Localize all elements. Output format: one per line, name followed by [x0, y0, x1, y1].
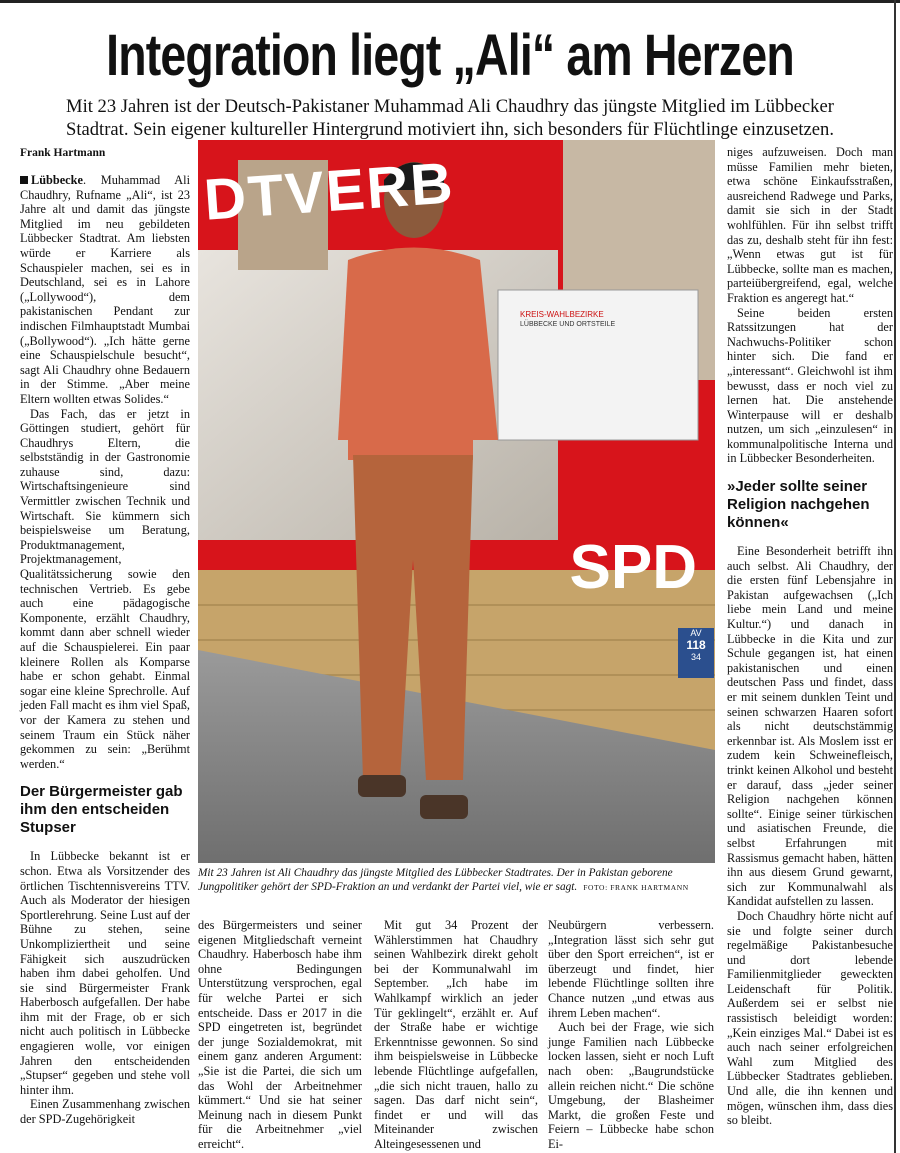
article-photo — [198, 140, 715, 863]
street-sign-line: AV — [690, 628, 702, 638]
square-bullet-icon — [20, 176, 28, 184]
column-4 — [548, 918, 714, 1152]
right-rule — [894, 0, 896, 1153]
photo-illustration — [198, 140, 715, 863]
paragraph: niges aufzuweisen. Doch man müsse Familien mehr bieten, etwa schöne Einkaufsstraßen, ausreichend Radwege und Parks, damit sie sich in der Stadt wohlfühlen. Für ihn selbst trifft das zu, deshalb steht für ihn fest: „Wenn etwas gut ist für Lübbecke, sollte man es machen, parteiübergreifend, egal, welche Fraktion es angeregt hat.“ — [727, 145, 893, 305]
paragraph: Auch bei der Frage, wie sich junge Familien nach Lübbecke locken lassen, sieht er noch Luft nach oben: „Baugrundstücke allein reichen nicht.“ Die schöne Umgebung, der Blasheimer Markt, die großen Feste und Feiern – Lübbecke habe schon Ei- — [548, 1020, 714, 1151]
photo-caption — [198, 866, 715, 895]
column-5 — [727, 145, 893, 1128]
paragraph: Einen Zusammenhang zwischen der SPD-Zugehörigkeit — [20, 1097, 190, 1127]
column-3 — [374, 918, 538, 1152]
subhead-line-2: Stadtrat. Sein eigener kultureller Hintergrund motiviert ihn, sich besonders für Flüchtlinge einzusetzen. — [66, 119, 834, 140]
paragraph — [20, 173, 190, 407]
poster-subtitle: LÜBBECKE UND ORTSTEILE — [520, 321, 616, 328]
article-headline: Integration liegt „Ali“ am Herzen — [106, 23, 794, 88]
paragraph: Seine beiden ersten Ratssitzungen hat der Nachwuchs-Politiker schon hinter sich. Die fand er „interessant“. Gleichwohl ist ihm bewusst, dass er noch viel zu lernen hat. Die anstehende Winterpause will er deshalb nutzen, um sich „einzulesen“ in kommunalpolitische Interna und in Lübbecker Besonderheiten. — [727, 305, 893, 466]
paragraph: In Lübbecke bekannt ist er schon. Etwa als Vorsitzender des örtlichen Tischtennisvereins TTV. Auch als Moderator der hiesigen Sportlerehrung. Seine Lust auf der Bühne zu stehen, seine Unkompliziertheit und seine Fähigkeit sich auszudrücken haben ihm dabei geholfen. Und sie sind Bürgermeister Frank Haberbosch aufgefallen. Der habe ihm mit der Frage, ob er sich nicht auch politisch in Lübbecke engagieren wolle, vor einigen Jahren den entscheidenden „Stupser“ gegeben und stehe voll hinter ihm. — [20, 849, 190, 1097]
street-sign-line: 34 — [690, 652, 701, 662]
photo-credit: FOTO: FRANK HARTMANN — [583, 883, 689, 892]
paragraph: Mit gut 34 Prozent der Wählerstimmen hat Chaudhry seinen Wahlbezirk direkt geholt bei der Kommunalwahl im September. „Ich habe im Wahlkampf wirklich an jeder Tür geklingelt“, erzählt er. Auf der Straße habe er wichtige Erkenntnisse gewonnen. So sind ihm beispielsweise in Lübbecke lebende Flüchtlinge aufgefallen, „die sich nicht trauen, hallo zu sagen. Das darf nicht sein“, findet er und will das Miteinander zwischen Alteingesessenen und — [374, 918, 538, 1151]
paragraph: Das Fach, das er jetzt in Göttingen studiert, gehört für Chaudhrys Eltern, die selbstständig in der Gastronomie zuhause sind, dazu: Wirtschaftsingenieure sind Vermittler zwischen Technik und Wirtschaft. Sie kümmern sich beispielsweise um Beratung, Produktmanagement, Projektmanagement, Qualitätssicherung sowie den technischen Vertrieb. Es gebe auch eine pädagogische Komponente, erzählt Chaudhry, kommt dann aber schnell wieder auf die Schauspielerei. Ein paar kleinere Rollen als Komparse habe er schon gehabt. Einmal sogar eine kleine Sprechrolle. Auf jeden Fall macht es ihm viel Spaß, vor der Kamera zu stehen und seinem Traum ein Stück näher gekommen zu sein: „Berühmt werden.“ — [20, 406, 190, 771]
column-1 — [20, 173, 190, 1127]
top-rule — [0, 0, 900, 3]
dateline: Lübbecke — [31, 173, 83, 187]
shop-sign-text: DTVERB — [202, 150, 457, 233]
spd-logo: SPD — [569, 533, 697, 602]
byline: Frank Hartmann — [20, 147, 106, 159]
street-sign-line: 118 — [686, 638, 706, 652]
caption-text: Mit 23 Jahren ist Ali Chaudhry das jüngste Mitglied des Lübbecker Stadtrates. Der in Pakistan geborene Jungpolitiker gehört der SPD-Fraktion an und verdankt der Partei viel, wie er sagt. — [198, 867, 673, 893]
poster-title: KREIS-WAHLBEZIRKE — [520, 310, 604, 319]
paragraph: Doch Chaudhry hörte nicht auf sie und folgte seiner durch regelmäßige Pakistanbesuche und dort lebende Familienmitglieder geweckten Leidenschaft für Politik. Außerdem sei er selbst nie rassistisch beleidigt worden: „Kein einziges Mal.“ Dabei ist es auch nach seiner erfolgreichen Wahl zum Mitglied des Lübbecker Stadtrates geblieben. Und alle, die ihn kennen und mögen, wünschen ihm, dass dies so bleibt. — [727, 908, 893, 1128]
paragraph: Neubürgern verbessern. „Integration lässt sich sehr gut über den Sport erreichen“, ist er überzeugt und findet, hier lebende Flüchtlinge sollten ihre Chance nutzen „und etwas aus ihrem Leben machen“. — [548, 918, 714, 1020]
paragraph-text: . Muhammad Ali Chaudhry, Rufname „Ali“, ist 23 Jahre alt und damit das jüngste Mitglied im neu gebildeten Lübbecker Stadtrat. Am liebsten würde er Karriere als Schauspieler machen, sei es in Deutschland, sei es in Lahore („Lollywood“), dem pakistanischen Pendant zur indischen Filmhauptstadt Mumbai („Bollywood“). „Ich hätte gerne eine Schauspielschule besucht“, sagt Ali Chaudhry ohne Bedauern in der Stimme. „Aber meine Eltern wollten etwas Solides.“ — [20, 173, 190, 406]
column-2 — [198, 918, 362, 1152]
article-subhead — [20, 95, 880, 141]
paragraph: des Bürgermeisters und seiner eigenen Mitgliedschaft verneint Chaudhry. Haberbosch habe ihm ohne Bedingungen Unterstützung versprochen, egal für welche Partei er sich entscheide. Dass er 2017 in die SPD eingetreten ist, begründet der junge Sozialdemokrat, mit einem ganz anderen Argument: „Sie ist die Partei, die sich um das Wohl der Arbeitnehmer kümmert.“ Und sie hat seiner Meinung nach in diesem Punkt für die Arbeitnehmer „viel erreicht“. — [198, 918, 362, 1151]
paragraph: Eine Besonderheit betrifft ihn auch selbst. Ali Chaudhry, der die ersten fünf Lebensjahre in Pakistan aufgewachsen („Ich liebe mein Land und meine Kultur.“) und danach in Lübbecke in die Kita und zur Schule gegangen ist, hat einen pakistanischen und einen deutschen Pass und findet, dass er mit seinem dunklen Teint und seinen schwarzen Haaren sofort als nicht deutschstämmig erkennbar ist. Als Moslem isst er zudem kein Schweinefleisch, trinkt keinen Alkohol und besteht er darauf, dass „jeder seiner Religion nachgehen können sollte“. Einige seiner türkischen und asiatischen Freunde, die selbst Erfahrungen mit Rassismus gemacht haben, hätten ihn aus diesem Grund gewarnt, sich zur Kommunalwahl als Kandidat aufstellen zu lassen. — [727, 544, 893, 909]
subhead-line-1: Mit 23 Jahren ist der Deutsch-Pakistaner Muhammad Ali Chaudhry das jüngste Mitglied im Lübbecker — [66, 96, 834, 117]
street-sign — [678, 628, 714, 678]
subheading: Der Bürgermeister gab ihm den entscheiden Stupser — [20, 783, 183, 837]
subheading: »Jeder sollte seiner Religion nachgehen können« — [727, 478, 870, 532]
